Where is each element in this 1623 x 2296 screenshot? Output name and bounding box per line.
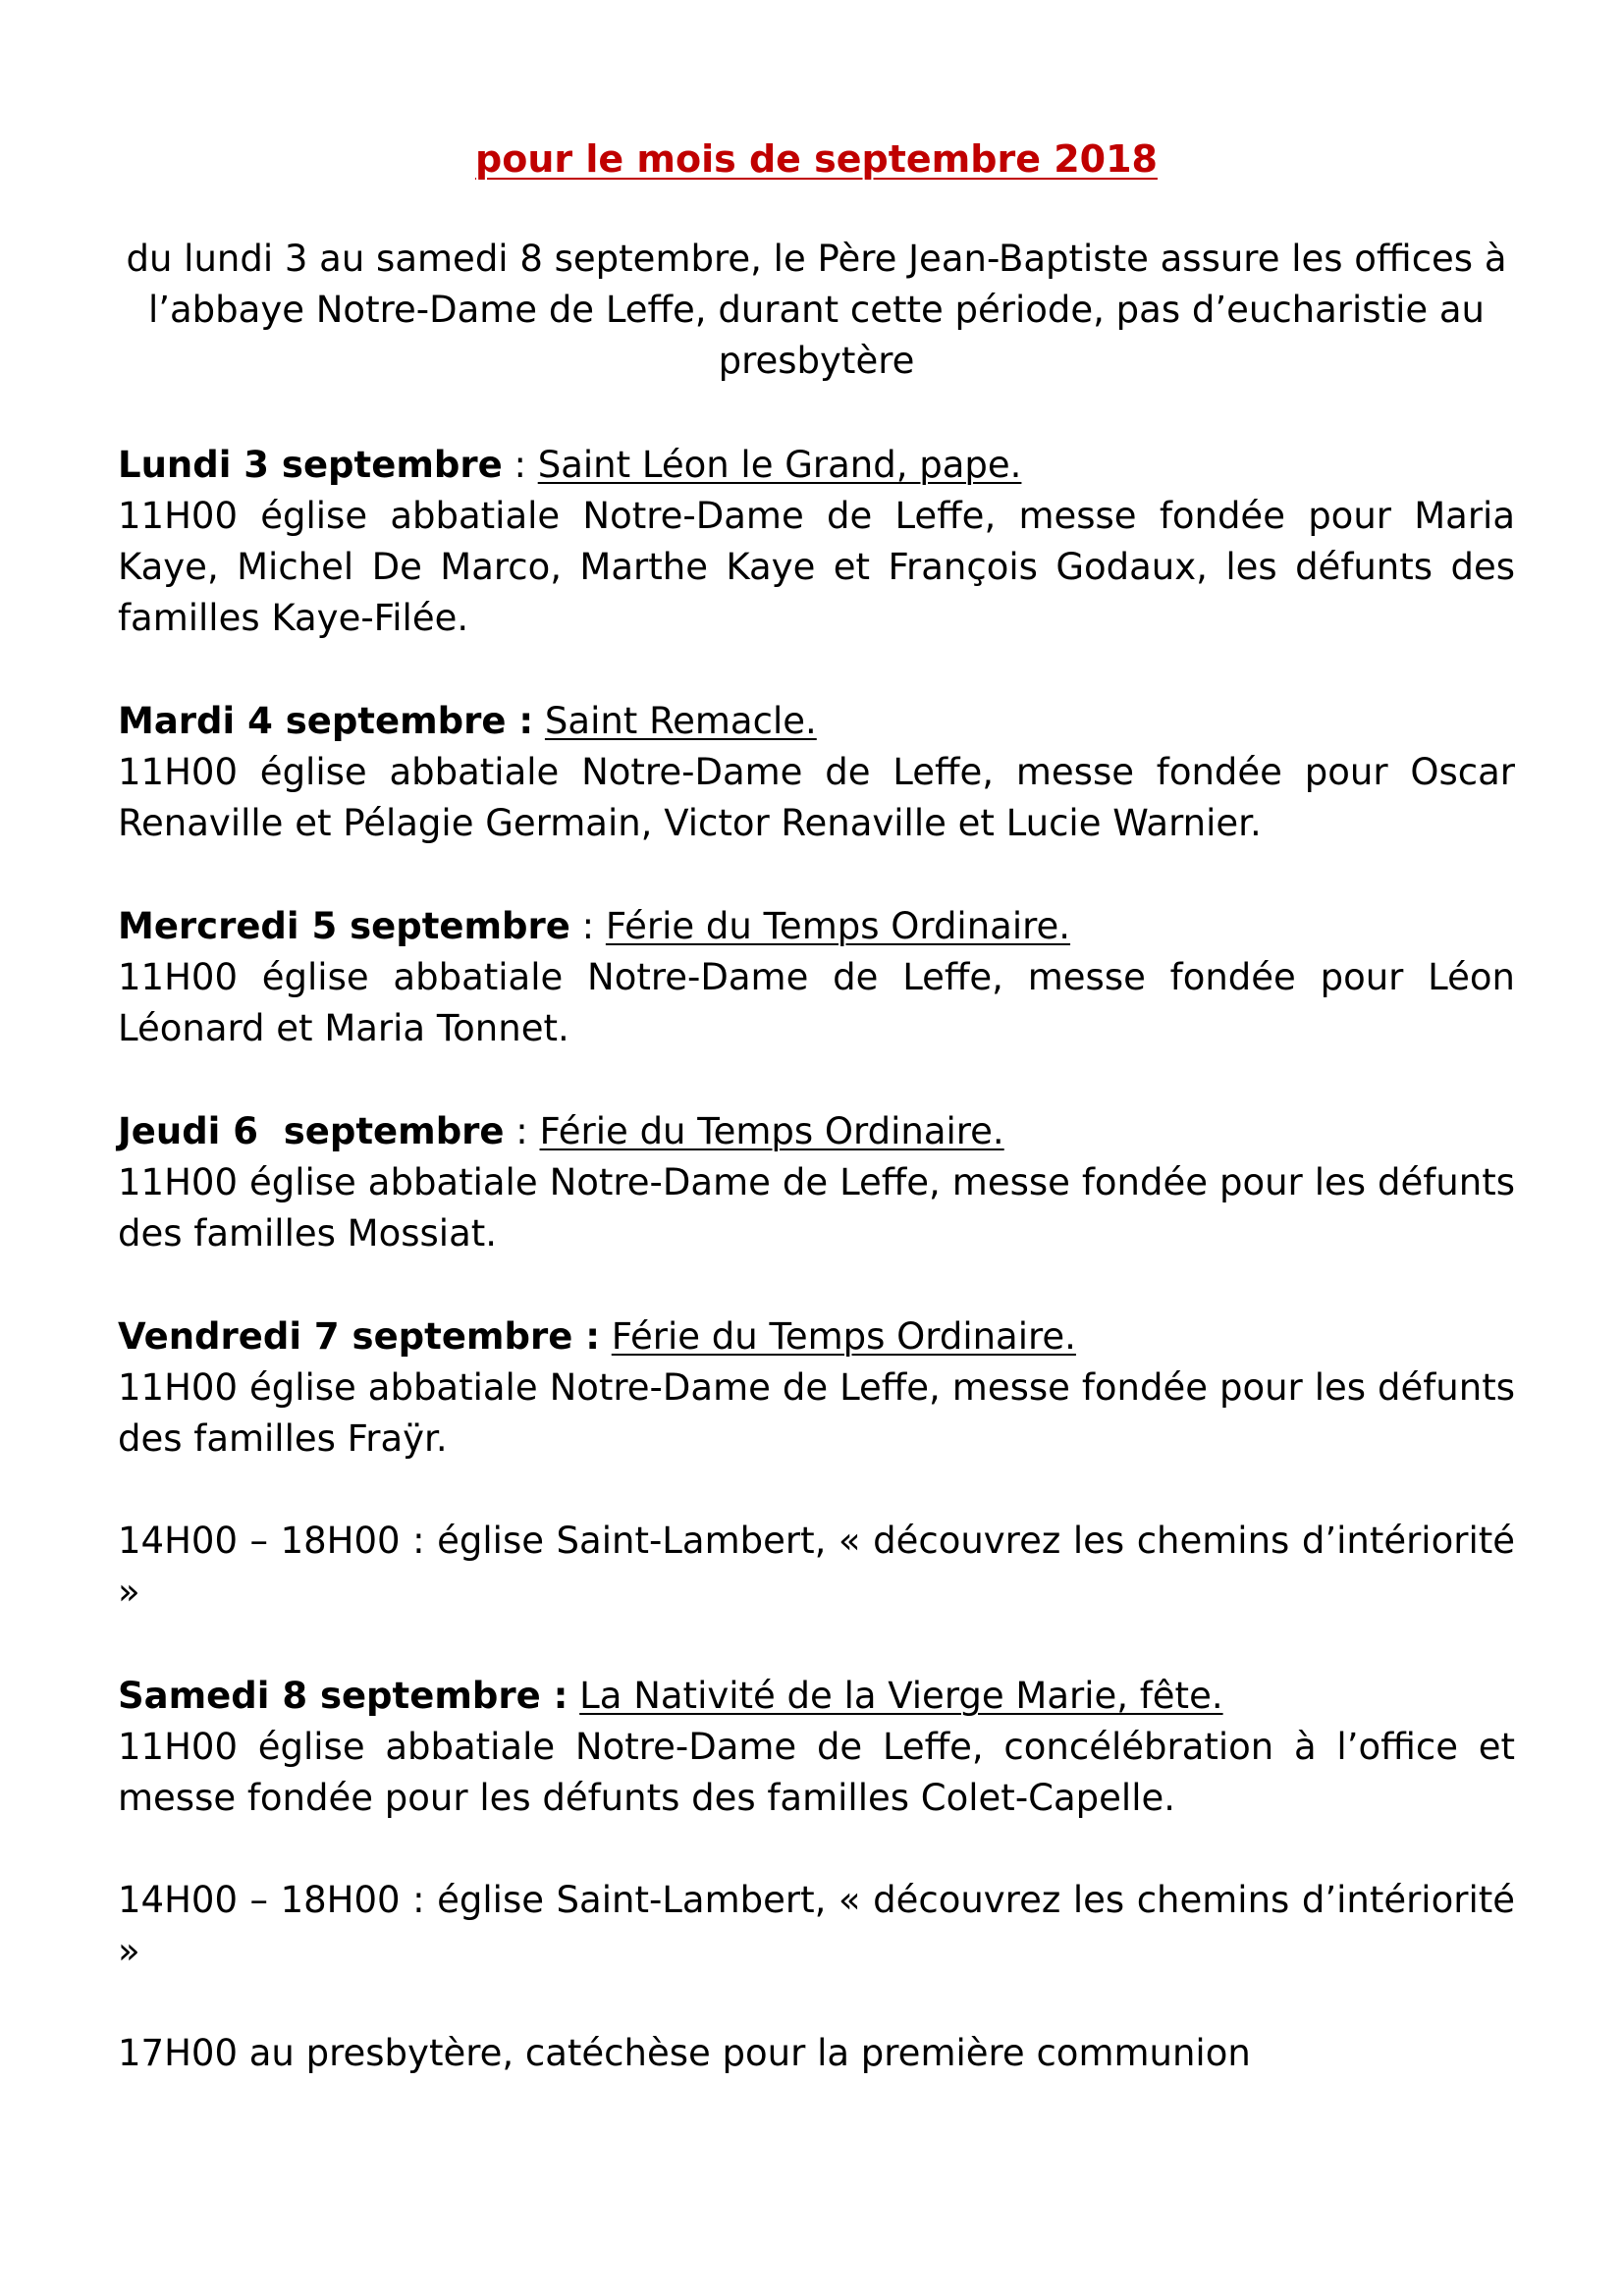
separator: : [504, 1110, 540, 1152]
separator: : [569, 905, 606, 947]
feast-label: Férie du Temps Ordinaire. [605, 905, 1071, 947]
day-label: Jeudi 6 septembre [118, 1110, 505, 1152]
mass-text: 11H00 église abbatiale Notre-Dame de Leffe, messe fondée pour Maria Kaye, Michel De Marco, Marthe Kaye et François Godaux, les défunts des familles Kaye-Filée. [118, 495, 1515, 639]
mass-text: 11H00 église abbatiale Notre-Dame de Leffe, concélébration à l’office et messe fondée pour les défunts des familles Colet-Capelle. [118, 1726, 1515, 1819]
page-title: pour le mois de septembre 2018 [475, 137, 1158, 181]
entry-thursday [118, 1106, 1515, 1259]
entry-heading [118, 1106, 1515, 1157]
day-label: Lundi 3 septembre [118, 444, 503, 486]
entry-saturday [118, 1671, 1515, 2079]
day-label: Vendredi 7 septembre : [118, 1315, 600, 1358]
event-text: 14H00 – 18H00 : église Saint-Lambert, « découvrez les chemins d’intériorité » [118, 1879, 1515, 1972]
entry-tuesday [118, 696, 1515, 849]
entry-heading [118, 696, 1515, 747]
entry-heading [118, 901, 1515, 952]
entry-heading [118, 440, 1515, 491]
intro-paragraph: du lundi 3 au samedi 8 septembre, le Père Jean-Baptiste assure les offices à l’abbaye Notre-Dame de Leffe, durant cette période, pas d’eucharistie au presbytère [126, 238, 1507, 382]
mass-text: 11H00 église abbatiale Notre-Dame de Leffe, messe fondée pour les défunts des familles Fraÿr. [118, 1366, 1515, 1460]
mass-text: 11H00 église abbatiale Notre-Dame de Leffe, messe fondée pour Oscar Renaville et Pélagie Germain, Victor Renaville et Lucie Warnier. [118, 751, 1515, 844]
entry-wednesday [118, 901, 1515, 1054]
feast-label: La Nativité de la Vierge Marie, fête. [579, 1675, 1223, 1717]
feast-label: Férie du Temps Ordinaire. [611, 1315, 1076, 1358]
feast-label: Saint Léon le Grand, pape. [537, 444, 1022, 486]
separator [533, 700, 545, 742]
event-text: 14H00 – 18H00 : église Saint-Lambert, « découvrez les chemins d’intériorité » [118, 1520, 1515, 1613]
day-label: Mardi 4 septembre : [118, 700, 534, 742]
entry-friday [118, 1311, 1515, 1618]
mass-text: 11H00 église abbatiale Notre-Dame de Leffe, messe fondée pour les défunts des familles Mossiat. [118, 1161, 1515, 1255]
day-label: Samedi 8 septembre : [118, 1675, 568, 1717]
entry-heading [118, 1671, 1515, 1722]
feast-label: Saint Remacle. [544, 700, 817, 742]
entry-heading [118, 1311, 1515, 1362]
day-label: Mercredi 5 septembre [118, 905, 570, 947]
catechesis-text: 17H00 au presbytère, catéchèse pour la première communion [118, 2032, 1251, 2074]
entry-monday [118, 440, 1515, 644]
separator [568, 1675, 579, 1717]
mass-text: 11H00 église abbatiale Notre-Dame de Leffe, messe fondée pour Léon Léonard et Maria Tonnet. [118, 956, 1515, 1049]
feast-label: Férie du Temps Ordinaire. [539, 1110, 1004, 1152]
separator: : [502, 444, 538, 486]
separator [600, 1315, 612, 1358]
